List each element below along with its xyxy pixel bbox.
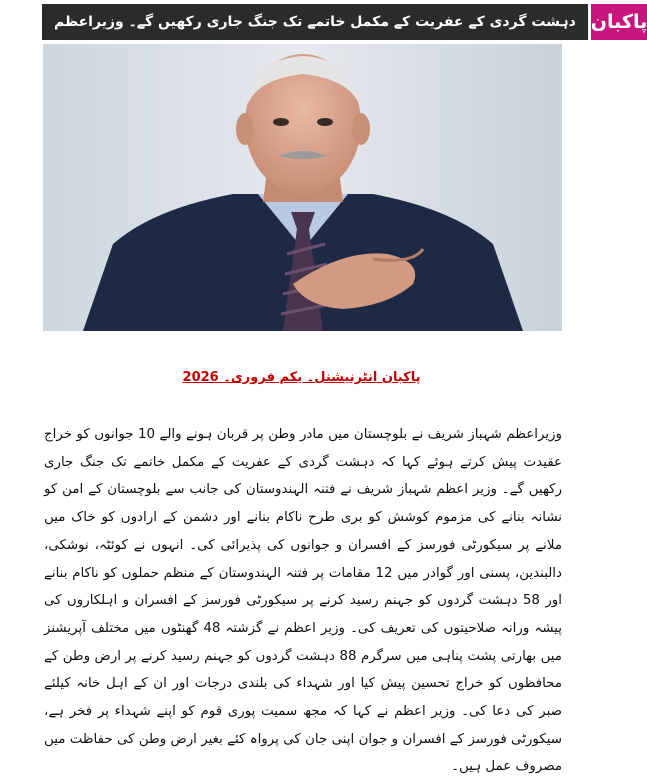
header-banner: [42, 4, 647, 40]
headline[interactable]: دہشت گردی کے عفریت کے مکمل خاتمے تک جنگ جاری رکھیں گے۔ وزیراعظم: [42, 4, 591, 40]
news-photo: [43, 44, 562, 331]
article-body: وزیراعظم شہباز شریف نے بلوچستان میں مادر وطن پر قربان ہونے والے 10 جوانوں کو خراج عقیدت پیش کرتے ہوئے کہا کہ دہشت گردی کے عفریت کے مکمل خاتمے تک جنگ جاری رکھیں گے۔ وزیر اعظم شہباز شریف نے فتنہ الہندوستان کی جانب سے بلوچستان کے امن کو نشانہ بنانے کی مزموم کوشش کو بری طرح ناکام بنانے اور دشمن کے ارادوں کو خاک میں ملانے پر سیکورٹی فورسز کے افسران و جوانوں کی پذیرائی کی۔ انہوں نے کوئٹہ، نوشکی، دالبندین، پسنی اور گوادر میں 12 مقامات پر فتنہ الہندوستان کے منظم حملوں کو ناکام بنانے اور 58 دہشت گردوں کو جہنم رسید کرنے پر سیکورٹی فورسز کے افسران و اہلکاروں کی پیشہ ورانہ صلاحیتوں کی تعریف کی۔ وزیر اعظم نے گزشتہ 48 گھنٹوں میں مختلف آپریشنز میں بھارتی پشت پناہی میں سرگرم 88 دہشت گردوں کو جہنم رسید کرنے پر ارض وطن کے محافظوں کو خراج تحسین پیش کیا اور شہداء کی بلندی درجات اور ان کے اہل خانہ کیلئے صبر کی دعا کی۔ وزیر اعظم نے کہا کہ مجھ سمیت پوری قوم کو اپنے شہداء پر فخر ہے، سیکورٹی فورسز کے افسران و جوان اپنی جان کی پرواہ کئے بغیر ارض وطن کی حفاظت میں مصروف عمل ہیں۔: [44, 427, 562, 775]
brand-logo[interactable]: پاکبان: [591, 4, 647, 40]
dateline: پاکبان انٹرنیشنل۔ یکم فروری۔ 2026: [182, 370, 421, 385]
